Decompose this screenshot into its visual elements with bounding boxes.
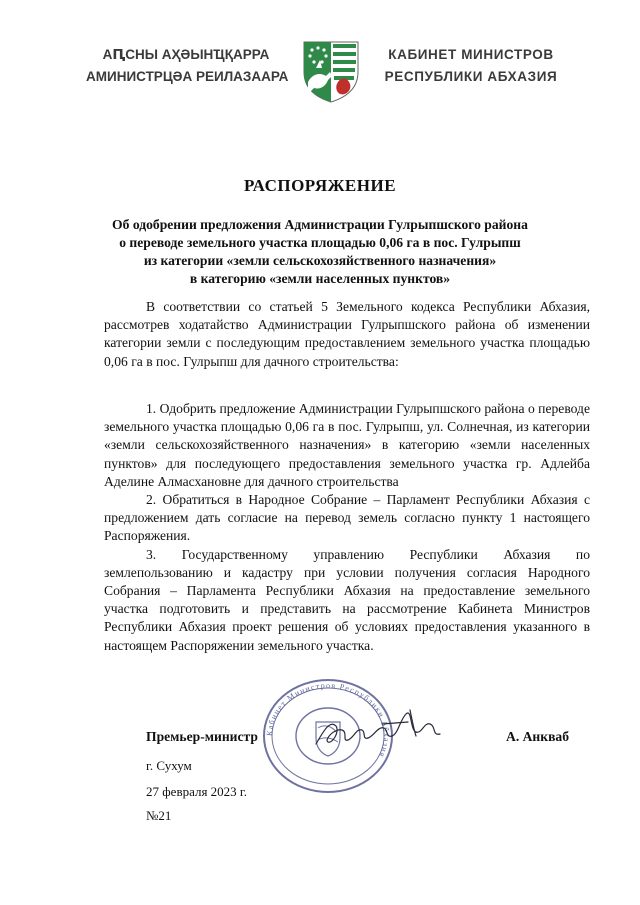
document-city: г. Сухум (146, 758, 192, 773)
header-right-title (378, 44, 564, 88)
document-date: 27 февраля 2023 г. (146, 784, 248, 799)
handwritten-signature-icon (312, 700, 452, 756)
header-left-title (86, 44, 289, 88)
subject-line: Об одобрении предложения Администрации Гулрыпшского района (112, 217, 528, 232)
document-title: РАСПОРЯЖЕНИЕ (243, 176, 397, 195)
item-paragraph: 2. Обратиться в Народное Собрание – Парламент Республики Абхазия с предложением дать согласие на перевод земель согласно пункту 1 настоящего Распоряжения. (104, 492, 590, 544)
coat-of-arms-icon (300, 38, 362, 104)
preamble-paragraph: В соответствии со статьей 5 Земельного кодекса Республики Абхазия, рассмотрев ходатайство Администрации Гулрыпшского района об изменении категории земли с последующим предоставлением земельного участка площадью 0,06 га в пос. Гулрыпш для дачного строительства: (104, 299, 590, 369)
subject-line: о переводе земельного участка площадью 0,06 га в пос. Гулрыпш (119, 235, 521, 250)
item-paragraph: 1. Одобрить предложение Администрации Гулрыпшского района о переводе земельного участка площадью 0,06 га в пос. Гулрыпш, ул. Солнечная, из категории «земли сельскохозяйственного назначения» в категорию «земли населенных пунктов» для последующего предоставления земельного участка гр. Адлейба Аделине Алмасхановне для дачного строительства (104, 401, 590, 489)
item-paragraph: 3. Государственному управлению Республики Абхазия по землепользованию и кадастру при условии получения согласия Народного Собрания – Парламента Республики Абхазия на предоставление земельного участка подготовить и представить на рассмотрение Кабинета Министров Республики Абхазия проект решения об условиях предоставления указанного в настоящем Распоряжении земельного участка. (104, 546, 590, 653)
document-preamble (104, 298, 590, 371)
header-right-line1: КАБИНЕТ МИНИСТРОВ (388, 47, 554, 62)
subject-line: в категорию «земли населенных пунктов» (189, 271, 451, 286)
subject-line: из категории «земли сельскохозяйственного назначения» (143, 253, 497, 268)
header-left-line1: АԤСНЫ АҲӘЫНҴҚАРРА (102, 47, 270, 62)
signatory-position: Премьер-министр (146, 729, 258, 744)
document-subject (100, 216, 540, 288)
signatory-name: А. Анкваб (506, 729, 570, 744)
document-items (104, 400, 590, 655)
seal-text: Кабинет Министров Республики Абхазия (264, 680, 392, 760)
header-left-line2: АМИНИСТРЦӘА РЕИЛАЗААРА (86, 69, 289, 84)
header-right-line2: РЕСПУБЛИКИ АБХАЗИЯ (384, 69, 558, 84)
document-number: №21 (146, 808, 172, 823)
